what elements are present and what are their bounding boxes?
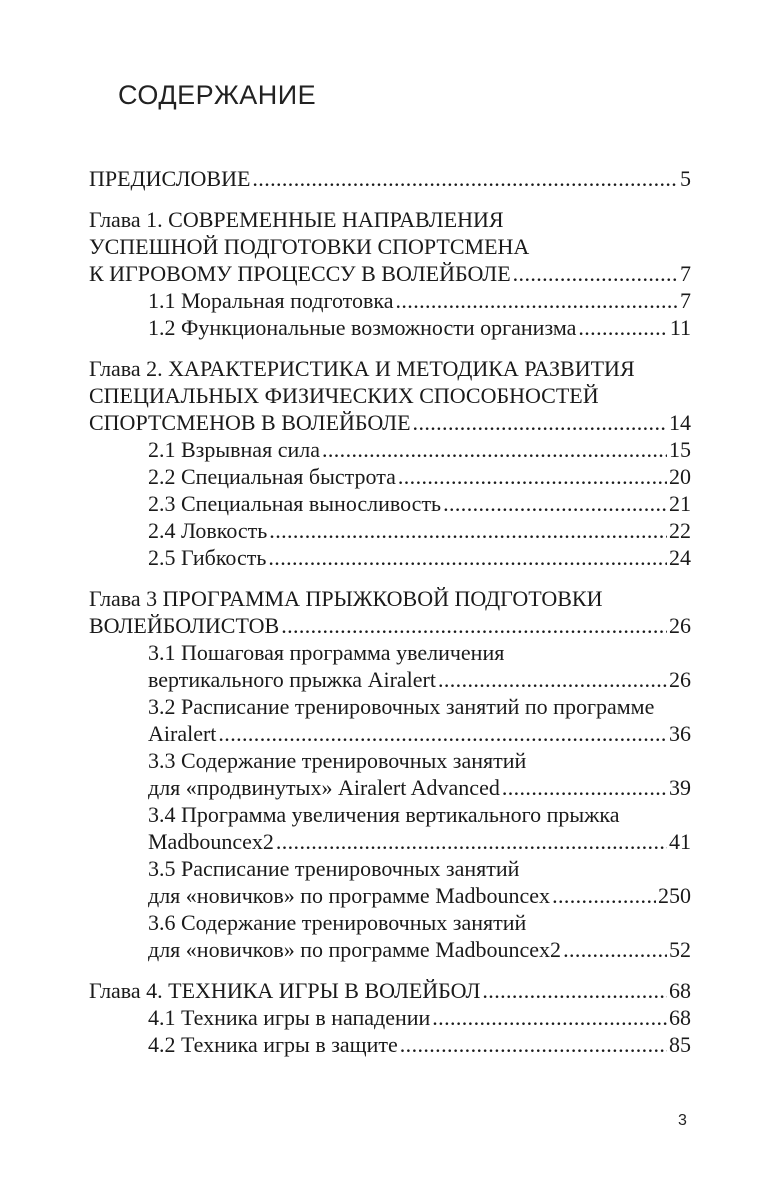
- toc-page-number: 5: [680, 166, 691, 191]
- toc-subsection-entry[interactable]: [89, 936, 691, 963]
- dot-leader: [281, 612, 667, 639]
- toc-entry-title: для «новичков» по программе Madbouncex2: [148, 937, 562, 962]
- toc-page-number: 36: [669, 721, 691, 746]
- toc-subsection-entry[interactable]: [89, 774, 691, 801]
- toc-page-number: 41: [669, 829, 691, 854]
- toc-entry-title: 4.2 Техника игры в защите: [148, 1032, 398, 1057]
- toc-page-number: 20: [669, 464, 691, 489]
- dot-leader: [269, 517, 667, 544]
- toc-chapter-title-line: Глава 3 ПРОГРАММА ПРЫЖКОВОЙ ПОДГОТОВКИ: [89, 586, 603, 611]
- toc-page-number: 7: [680, 288, 691, 313]
- toc-subsection-entry[interactable]: [89, 1004, 691, 1031]
- toc-subsection-entry[interactable]: [89, 544, 691, 571]
- toc-page-number: 14: [669, 410, 691, 435]
- toc-chapter-entry[interactable]: [89, 165, 691, 192]
- toc-entry-title: Madbouncex2: [148, 829, 274, 854]
- toc-subsection-title-line: 3.6 Содержание тренировочных занятий: [148, 910, 527, 935]
- toc-entry-title: 4.1 Техника игры в нападении: [148, 1005, 431, 1030]
- toc-chapter-title-line: УСПЕШНОЙ ПОДГОТОВКИ СПОРТСМЕНА: [89, 234, 530, 259]
- table-of-contents: [89, 165, 691, 1072]
- toc-entry-title: 2.3 Специальная выносливость: [148, 491, 442, 516]
- dot-leader: [322, 436, 667, 463]
- toc-page-number: 7: [680, 261, 691, 286]
- dot-leader: [578, 314, 667, 341]
- toc-entry-title: для «продвинутых» Airalert Advanced: [148, 775, 500, 800]
- toc-chapter-title-line: Глава 2. ХАРАКТЕРИСТИКА И МЕТОДИКА РАЗВИТИЯ: [89, 356, 635, 381]
- toc-group: [89, 165, 691, 192]
- toc-subsection-entry[interactable]: [89, 720, 691, 747]
- toc-entry-title: Глава 4. ТЕХНИКА ИГРЫ В ВОЛЕЙБОЛ: [89, 978, 481, 1003]
- toc-subsection-entry[interactable]: [89, 666, 691, 693]
- toc-group: [89, 977, 691, 1058]
- toc-page-number: 68: [669, 1005, 691, 1030]
- dot-leader: [513, 260, 678, 287]
- toc-page-number: 21: [669, 491, 691, 516]
- dot-leader: [268, 544, 667, 571]
- dot-leader: [432, 1004, 667, 1031]
- toc-entry-title: К ИГРОВОМУ ПРОЦЕССУ В ВОЛЕЙБОЛЕ: [89, 261, 511, 286]
- dot-leader: [482, 977, 667, 1004]
- toc-entry-title: ПРЕДИСЛОВИЕ: [89, 166, 251, 191]
- toc-subsection-entry[interactable]: [89, 436, 691, 463]
- toc-page-number: 68: [669, 978, 691, 1003]
- toc-group: [89, 585, 691, 963]
- dot-leader: [398, 463, 667, 490]
- toc-subsection-title-line: 3.1 Пошаговая программа увеличения: [148, 640, 505, 665]
- toc-chapter-entry[interactable]: [89, 977, 691, 1004]
- toc-chapter-title-line: Глава 1. СОВРЕМЕННЫЕ НАПРАВЛЕНИЯ: [89, 207, 504, 232]
- dot-leader: [552, 882, 656, 909]
- page-title: СОДЕРЖАНИЕ: [118, 80, 317, 110]
- toc-subsection-entry[interactable]: [89, 490, 691, 517]
- toc-chapter-entry[interactable]: [89, 409, 691, 436]
- toc-entry-title: 2.2 Специальная быстрота: [148, 464, 396, 489]
- toc-entry-title: 1.1 Моральная подготовка: [148, 288, 394, 313]
- toc-subsection-entry[interactable]: [89, 314, 691, 341]
- toc-page-number: 250: [658, 883, 691, 908]
- dot-leader: [276, 828, 667, 855]
- toc-page-number: 22: [669, 518, 691, 543]
- toc-chapter-entry[interactable]: [89, 612, 691, 639]
- toc-entry-title: 2.5 Гибкость: [148, 545, 267, 570]
- toc-page-number: 85: [669, 1032, 691, 1057]
- dot-leader: [438, 666, 667, 693]
- toc-page-number: 26: [669, 613, 691, 638]
- dot-leader: [252, 165, 678, 192]
- toc-entry-title: для «новичков» по программе Madbouncex: [148, 883, 551, 908]
- toc-subsection-entry[interactable]: [89, 287, 691, 314]
- toc-subsection-entry[interactable]: [89, 828, 691, 855]
- toc-page-number: 15: [669, 437, 691, 462]
- toc-subsection-title-line: 3.5 Расписание тренировочных занятий: [148, 856, 520, 881]
- toc-chapter-entry[interactable]: [89, 260, 691, 287]
- toc-subsection-title-line: 3.3 Содержание тренировочных занятий: [148, 748, 527, 773]
- dot-leader: [400, 1031, 667, 1058]
- dot-leader: [396, 287, 679, 314]
- toc-subsection-title-line: 3.2 Расписание тренировочных занятий по программе: [148, 694, 655, 719]
- toc-entry-title: Airalert: [148, 721, 217, 746]
- toc-page-number: 11: [669, 315, 691, 340]
- toc-group: [89, 355, 691, 571]
- toc-group: [89, 206, 691, 341]
- toc-entry-title: 2.4 Ловкость: [148, 518, 268, 543]
- toc-subsection-title-line: 3.4 Программа увеличения вертикального прыжка: [148, 802, 620, 827]
- toc-subsection-entry[interactable]: [89, 882, 691, 909]
- toc-subsection-entry[interactable]: [89, 517, 691, 544]
- toc-entry-title: СПОРТСМЕНОВ В ВОЛЕЙБОЛЕ: [89, 410, 411, 435]
- toc-chapter-title-line: СПЕЦИАЛЬНЫХ ФИЗИЧЕСКИХ СПОСОБНОСТЕЙ: [89, 383, 599, 408]
- toc-page-number: 39: [669, 775, 691, 800]
- dot-leader: [443, 490, 667, 517]
- toc-subsection-entry[interactable]: [89, 1031, 691, 1058]
- toc-subsection-entry[interactable]: [89, 463, 691, 490]
- toc-page-number: 24: [669, 545, 691, 570]
- page-number: 3: [678, 1112, 687, 1129]
- toc-entry-title: 1.2 Функциональные возможности организма: [148, 315, 577, 340]
- dot-leader: [563, 936, 667, 963]
- dot-leader: [413, 409, 667, 436]
- dot-leader: [218, 720, 667, 747]
- toc-entry-title: ВОЛЕЙБОЛИСТОВ: [89, 613, 280, 638]
- toc-entry-title: 2.1 Взрывная сила: [148, 437, 320, 462]
- toc-page-number: 52: [669, 937, 691, 962]
- toc-page-number: 26: [669, 667, 691, 692]
- dot-leader: [502, 774, 667, 801]
- toc-entry-title: вертикального прыжка Airalert: [148, 667, 436, 692]
